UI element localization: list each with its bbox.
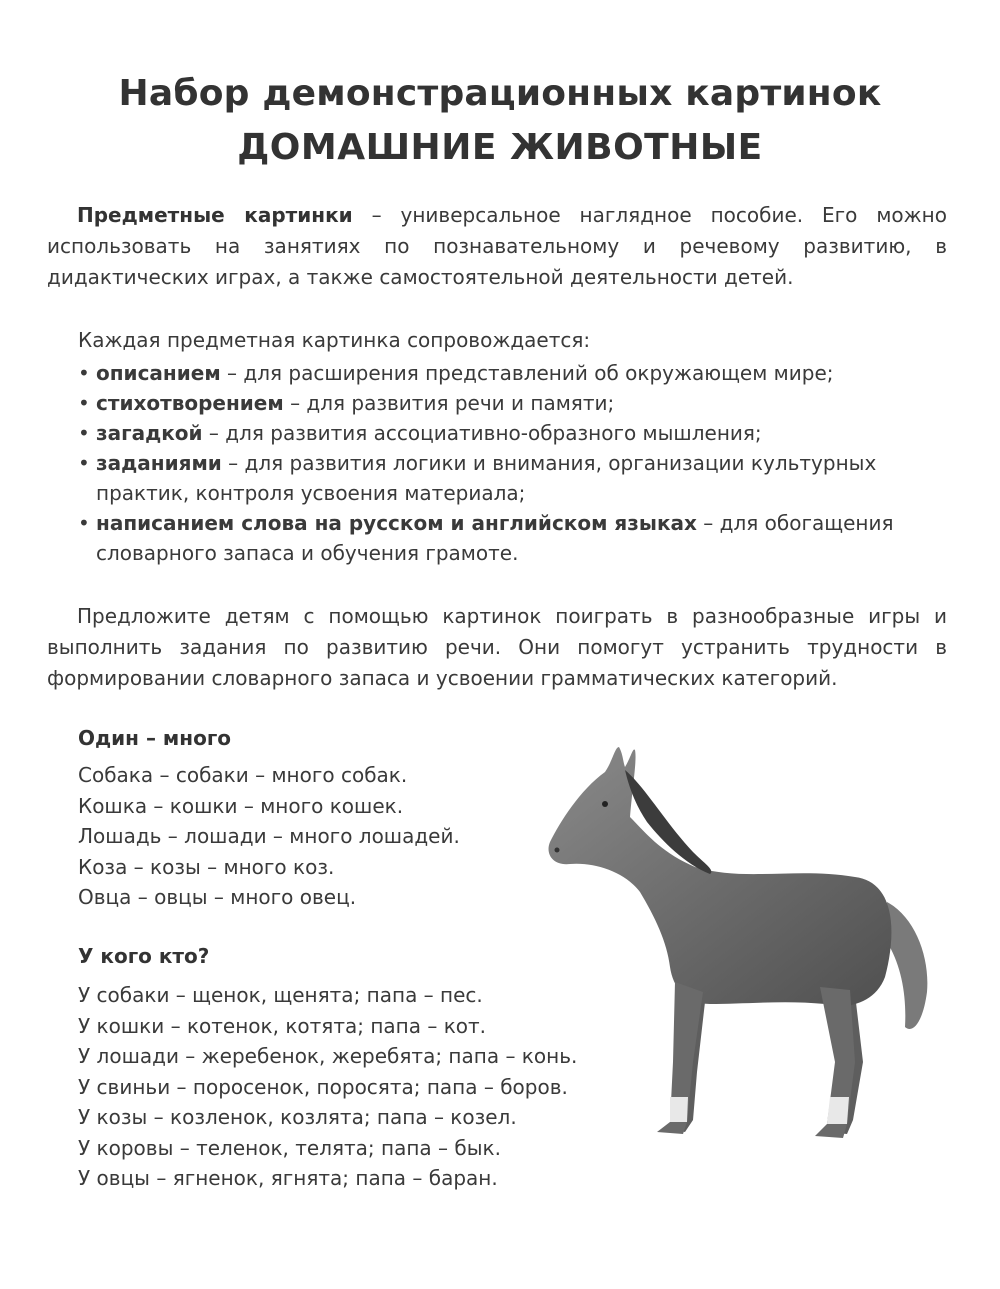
list-item-text: – для развития речи и памяти;: [283, 391, 615, 415]
list-item: Собака – собаки – много собак.: [78, 763, 408, 787]
section-one-many-list: [78, 760, 460, 913]
intro-bold: Предметные картинки: [77, 203, 353, 227]
list-item: У кошки – котенок, котята; папа – кот.: [78, 1013, 487, 1038]
page-title: Набор демонстрационных картинок: [118, 73, 882, 114]
list-item: [78, 388, 918, 418]
list-item-bold: написанием слова на русском и английском языках: [96, 511, 697, 535]
list-item: [78, 448, 918, 508]
list-item: У коровы – теленок, телята; папа – бык.: [78, 1135, 501, 1160]
horse-illustration: [535, 742, 950, 1157]
page-subtitle: ДОМАШНИЕ ЖИВОТНЫЕ: [237, 127, 763, 168]
intro-paragraph: [47, 200, 947, 293]
list-item-text: – для обогащения словарного запаса и обучения грамоте.: [96, 511, 894, 565]
section-who-has-whom-list: [78, 980, 577, 1194]
list-item: Лошадь – лошади – много лошадей.: [78, 824, 460, 848]
list-item: Коза – козы – много коз.: [78, 854, 335, 879]
list-item: У козы – козленок, козлята; папа – козел.: [78, 1105, 517, 1129]
list-item: У овцы – ягненок, ягнята; папа – баран.: [78, 1166, 498, 1190]
list-item: [78, 508, 918, 568]
list-item: Кошка – кошки – много кошек.: [78, 793, 404, 818]
feature-list: [78, 358, 918, 568]
list-item-bold: загадкой: [96, 421, 203, 445]
list-item-text: – для развития логики и внимания, организации культурных практик, контроля усвоения материала;: [96, 451, 877, 505]
list-item: У свиньи – поросенок, поросята; папа – боров.: [78, 1074, 568, 1099]
list-item: У лошади – жеребенок, жеребята; папа – конь.: [78, 1044, 578, 1068]
list-item-bold: стихотворением: [96, 391, 284, 415]
list-item: [78, 358, 918, 388]
list-item-bold: заданиями: [96, 451, 222, 475]
section-heading-who-has-whom: У кого кто?: [78, 944, 210, 968]
list-item: [78, 418, 918, 448]
list-item: У собаки – щенок, щенята; папа – пес.: [78, 983, 483, 1007]
list-item-text: – для развития ассоциативно-образного мышления;: [202, 421, 762, 445]
list-item-bold: описанием: [96, 361, 221, 385]
section-heading-one-many: Один – много: [78, 726, 232, 750]
list-intro: Каждая предметная картинка сопровождается:: [78, 328, 591, 352]
intro-text: – универсальное наглядное пособие. Его можно использовать на занятиях по познавательному и речевому развитию, в дидактических играх, а также самостоятельной деятельности детей.: [47, 203, 947, 289]
suggestion-paragraph: [47, 601, 947, 694]
list-item-text: – для расширения представлений об окружающем мире;: [220, 361, 834, 385]
suggestion-text: Предложите детям с помощью картинок поиграть в разнообразные игры и выполнить задания по развитию речи. Они помогут устранить трудности в формировании словарного запаса и усвоении грамматических категорий.: [47, 604, 947, 690]
list-item: Овца – овцы – много овец.: [78, 885, 357, 909]
